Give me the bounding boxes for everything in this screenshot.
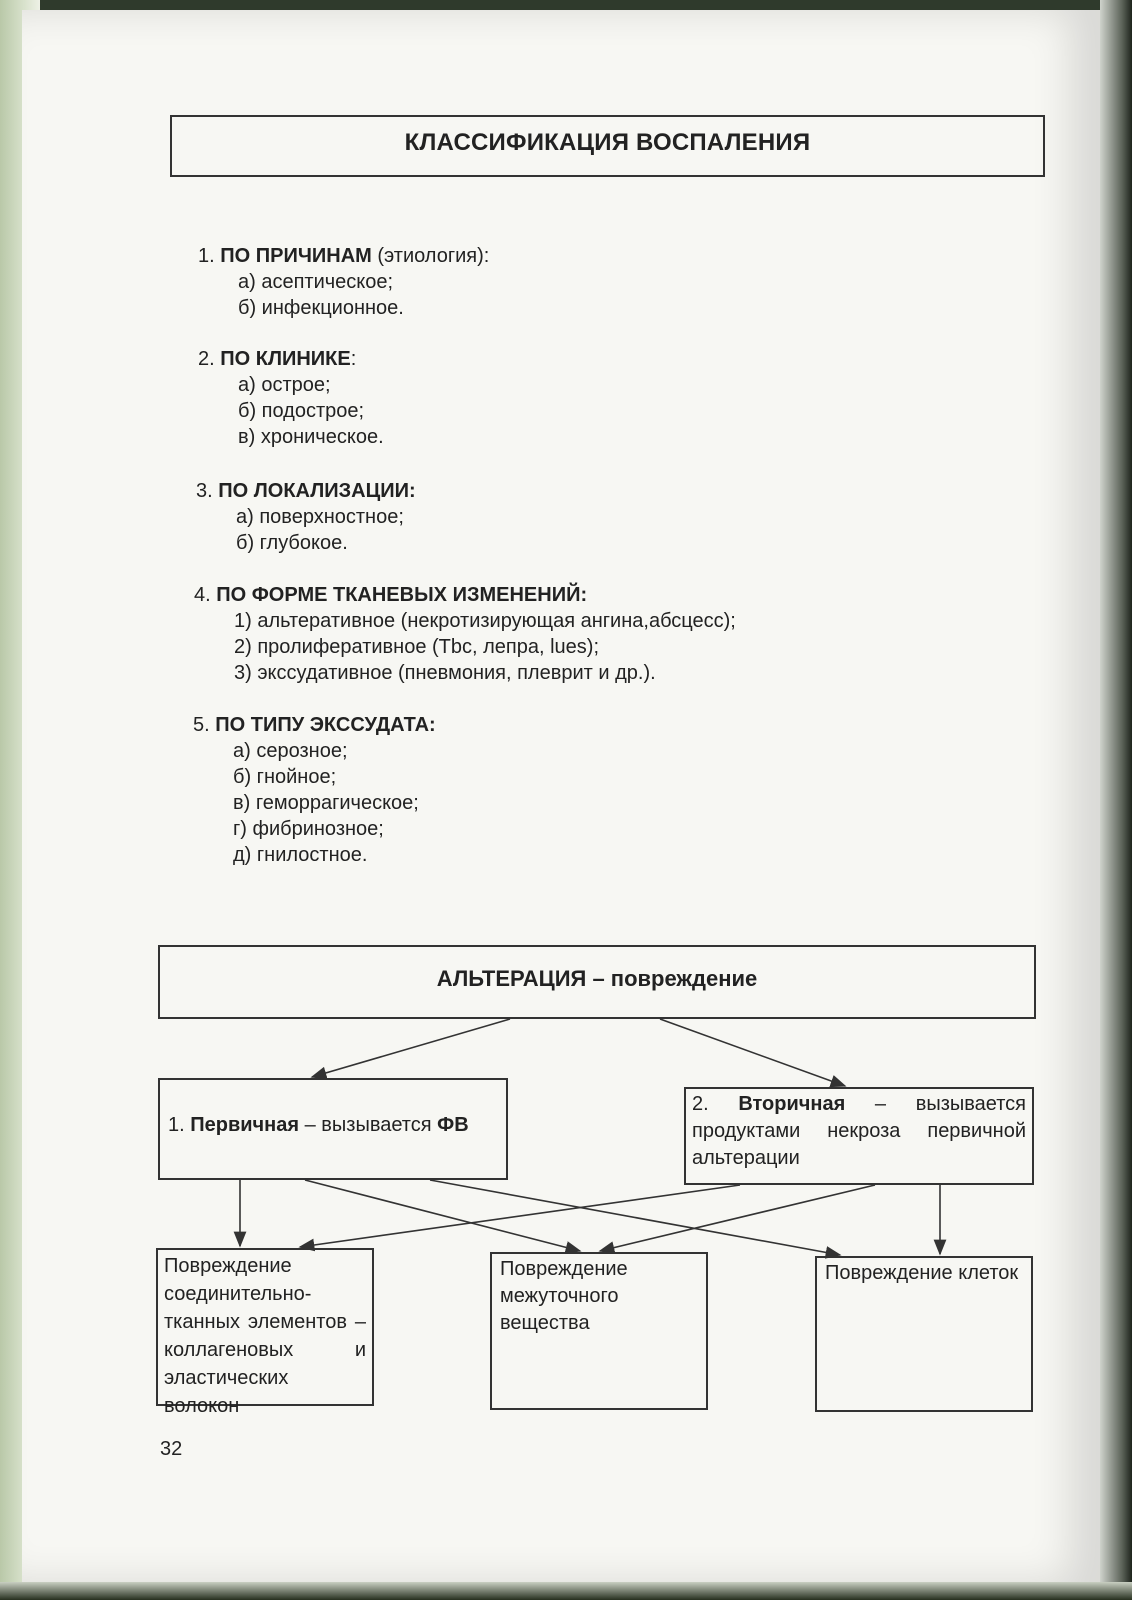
alteration-box	[158, 945, 1036, 1019]
list-item: в) хроническое.	[238, 426, 384, 448]
list-item: б) гнойное;	[233, 766, 337, 788]
secondary-number: 2.	[692, 1093, 739, 1115]
list-item: а) острое;	[238, 374, 331, 396]
section-number: 5.	[193, 714, 210, 736]
page-title: КЛАССИФИКАЦИЯ ВОСПАЛЕНИЯ	[404, 129, 811, 156]
cell-damage-box	[815, 1256, 1033, 1412]
page-edge-right	[1100, 0, 1132, 1600]
secondary-title: Вторичная	[738, 1093, 846, 1115]
page-number: 32	[160, 1438, 183, 1460]
primary-number: 1.	[168, 1114, 191, 1136]
section-clinic	[198, 346, 384, 450]
primary-text: – вызывается	[299, 1114, 438, 1136]
section-number: 1.	[198, 245, 215, 267]
section-localization	[196, 478, 416, 556]
section-suffix: (этиология):	[371, 245, 490, 267]
interstitial-damage-box	[490, 1252, 708, 1410]
section-suffix: :	[350, 348, 357, 370]
list-item: а) асептическое;	[238, 271, 394, 293]
section-title: ПО ФОРМЕ ТКАНЕВЫХ ИЗМЕНЕНИЙ:	[216, 584, 588, 606]
cell-damage-text: Повреждение клеток	[825, 1262, 1019, 1284]
title-frame	[170, 115, 1045, 177]
primary-factor: ФВ	[437, 1114, 469, 1136]
section-heading	[193, 712, 436, 738]
secondary-text: – вызывается продуктами некроза первичной альтерации	[692, 1093, 1026, 1169]
section-title: ПО КЛИНИКЕ	[220, 348, 351, 370]
section-number: 3.	[196, 480, 213, 502]
interstitial-damage-text: Повреждение межуточного вещества	[500, 1258, 628, 1334]
section-heading	[194, 582, 736, 608]
section-title: ПО ЛОКАЛИЗАЦИИ:	[218, 480, 416, 502]
section-title: ПО ТИПУ ЭКССУДАТА:	[215, 714, 436, 736]
section-number: 4.	[194, 584, 211, 606]
section-heading	[198, 346, 384, 372]
list-item: б) инфекционное.	[238, 297, 404, 319]
section-title: ПО ПРИЧИНАМ	[220, 245, 372, 267]
section-number: 2.	[198, 348, 215, 370]
primary-alteration-box	[158, 1078, 508, 1180]
list-item: б) подострое;	[238, 400, 365, 422]
page-edge-bottom	[0, 1582, 1132, 1600]
section-tissue-form	[194, 582, 736, 686]
list-item: 2) пролиферативное (Tbc, лепра, lues);	[234, 636, 600, 658]
primary-title: Первичная	[190, 1114, 300, 1136]
list-item: 3) экссудативное (пневмония, плеврит и др.).	[234, 662, 656, 684]
connective-tissue-damage-box	[156, 1248, 374, 1417]
list-item: в) геморрагическое;	[233, 792, 419, 814]
list-item: а) серозное;	[233, 740, 348, 762]
list-item: д) гнилостное.	[233, 844, 368, 866]
connective-tissue-damage-text: Повреждение соединительно-тканных элементов – коллагеновых и эластических волокон	[164, 1255, 366, 1417]
secondary-alteration-box	[684, 1087, 1034, 1185]
list-item: а) поверхностное;	[236, 506, 404, 528]
alteration-title: АЛЬТЕРАЦИЯ	[436, 966, 587, 991]
list-item: г) фибринозное;	[233, 818, 384, 840]
list-item: 1) альтеративное (некротизирующая ангина,абсцесс);	[234, 610, 736, 632]
section-heading	[198, 243, 489, 269]
list-item: б) глубокое.	[236, 532, 348, 554]
section-exudate	[193, 712, 436, 868]
section-etiology	[198, 243, 489, 321]
section-heading	[196, 478, 416, 504]
alteration-subtitle: – повреждение	[586, 966, 758, 991]
